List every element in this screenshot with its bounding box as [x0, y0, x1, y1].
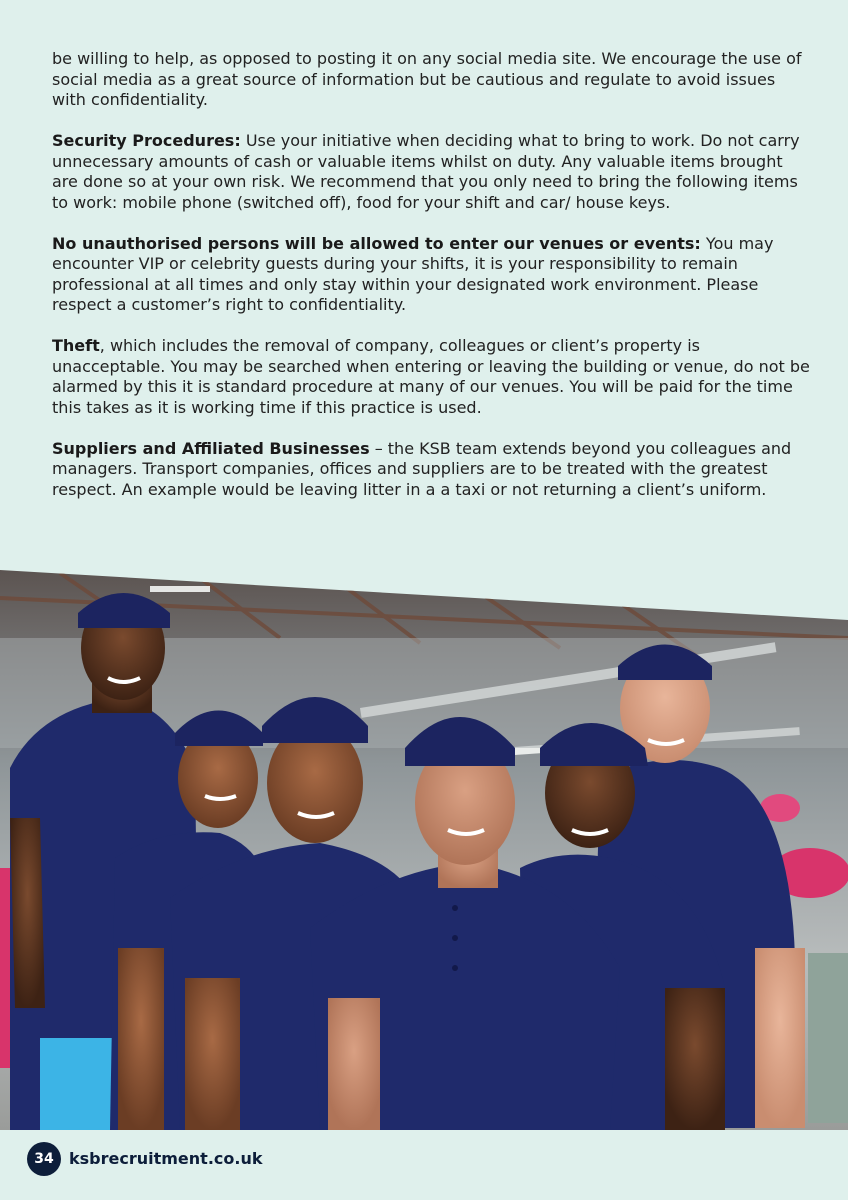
- paragraph-heading: No unauthorised persons will be allowed to enter our venues or events:: [52, 233, 701, 253]
- paragraph-suppliers: [52, 439, 812, 501]
- page-footer: [0, 1130, 848, 1200]
- paragraph-social-media: [52, 49, 812, 111]
- body-text: [52, 49, 812, 521]
- team-photo: [0, 568, 848, 1130]
- paragraph-heading: Security Procedures:: [52, 131, 241, 150]
- paragraph-text: Use your initiative when deciding what to bring to work. Do not carry unnecessary amounts of cash or valuable items whilst on duty. Any valuable items brought are done so at your own risk. We recommend that you only need to bring the following items to work: mobile phone (switched off), food for your shift and car/ house keys.: [52, 131, 800, 212]
- paragraph-text: , which includes the removal of company, colleagues or client’s property is unacceptable. You may be searched when entering or leaving the building or venue, do not be alarmed by this it is standard procedure at many of our venues. You will be paid for the time this takes as it is working time if this practice is used.: [52, 336, 810, 417]
- paragraph-text: You may encounter VIP or celebrity guests during your shifts, it is your responsibility to remain professional at all times and only stay within your designated work environment. Please respect a customer’s right to confidentiality.: [52, 233, 774, 314]
- paragraph-security-procedures: [52, 131, 812, 213]
- paragraph-text: – the KSB team extends beyond you colleagues and managers. Transport companies, offices and suppliers are to be treated with the greatest respect. An example would be leaving litter in a a taxi or not returning a client’s uniform.: [52, 438, 792, 499]
- paragraph-theft: [52, 336, 812, 418]
- paragraph-heading: Suppliers and Affiliated Businesses: [52, 438, 370, 458]
- paragraph-heading: Theft: [52, 336, 100, 355]
- paragraph-unauthorised-persons: [52, 234, 812, 316]
- paragraph-text: be willing to help, as opposed to posting it on any social media site. We encourage the use of social media as a great source of information but be cautious and regulate to avoid issues with confidentiality.: [52, 49, 802, 109]
- page-number-badge: 34: [27, 1142, 61, 1176]
- website-link[interactable]: ksbrecruitment.co.uk: [69, 1149, 263, 1168]
